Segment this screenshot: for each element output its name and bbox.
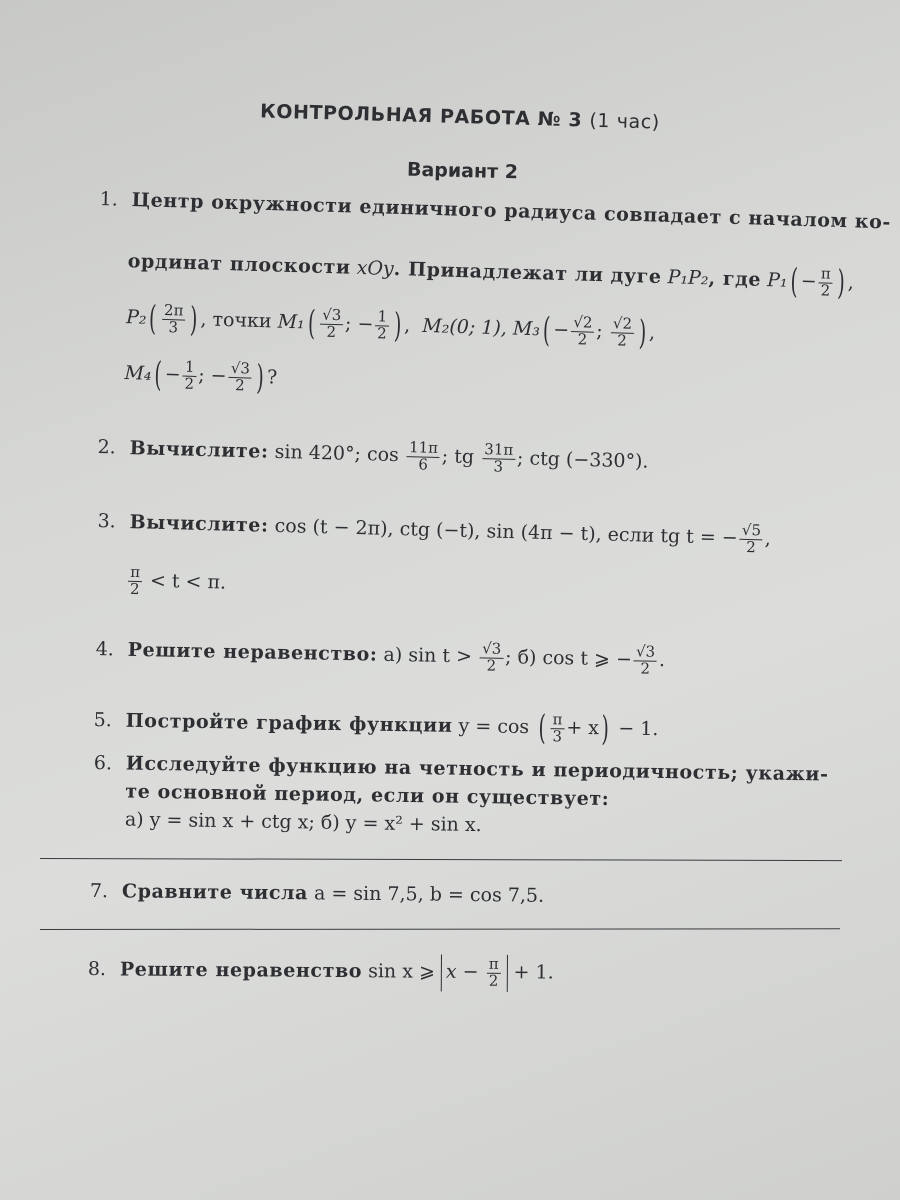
point-p1: P₁ <box>766 269 788 292</box>
tg-value-fraction: $\frac{√5}{2}$ <box>739 523 763 556</box>
function-end: − 1. <box>618 717 659 741</box>
tg-word: tg <box>453 445 475 469</box>
problem-7 <box>90 880 544 909</box>
problem-2: 2. Вычислите: sin 420°; cos $\frac{11\pi}{6}$ ; tg $\frac{31\pi}{3}$ ; ctg (−330°). <box>97 436 649 476</box>
point-m1: M₁ <box>277 310 306 334</box>
part-b: ; б) cos t ⩾ − <box>504 646 633 671</box>
ctg-value: ; ctg (−330°). <box>516 447 649 473</box>
m3-x-fraction: $\frac{√2}{2}$ <box>571 315 595 348</box>
title-text: КОНТРОЛЬНАЯ РАБОТА № 3 <box>259 100 583 132</box>
p2-fraction: $\frac{2\pi}{3}$ <box>161 303 185 336</box>
problem-number: 4. <box>95 638 115 661</box>
part-a: а) sin t > <box>383 643 473 668</box>
problem-number: 8. <box>87 958 107 981</box>
problem-3-expression: cos (t − 2π), ctg (−t), sin (4π − t), если tg t = − <box>274 514 739 550</box>
problem-number: 7. <box>89 880 109 903</box>
m1-x-fraction: $\frac{√3}{2}$ <box>319 308 343 341</box>
sin-value: sin 420°; <box>274 440 362 466</box>
function-expression: y = cos <box>458 714 530 739</box>
plane-name: xOy <box>356 256 395 280</box>
cos-word: cos <box>366 443 400 467</box>
title-duration: (1 час) <box>589 109 661 134</box>
part-b-fraction: $\frac{√3}{2}$ <box>634 644 658 677</box>
range-rest: < t < π. <box>149 569 227 594</box>
problem-number: 3. <box>97 510 117 533</box>
problem-7-expression: a = sin 7,5, b = cos 7,5. <box>313 882 545 907</box>
problem-1-line1: Центр окружности единичного радиуса совпадает с началом ко- <box>131 188 892 234</box>
argument-rest: + x <box>566 716 600 740</box>
part-a-fraction: $\frac{√3}{2}$ <box>480 641 504 674</box>
m1-y-fraction: $\frac{1}{2}$ <box>376 307 388 343</box>
divider-line <box>40 928 840 930</box>
problem-8-label: Решите неравенство <box>119 958 363 983</box>
problem-8-end: + 1. <box>513 961 554 984</box>
problem-4-label: Решите неравенство: <box>127 638 378 666</box>
problem-8-expression: sin x ⩾ <box>368 960 435 983</box>
point-m3: M₃ <box>512 317 541 341</box>
problem-number: 5. <box>93 709 112 732</box>
points-word: , точки <box>200 308 272 333</box>
variant-heading: Вариант 2 <box>406 158 519 184</box>
problem-number: 2. <box>97 436 117 459</box>
where-word: , где <box>708 267 762 291</box>
problem-7-label: Сравните числа <box>121 880 309 905</box>
problem-4: 4. Решите неравенство: а) sin t > $\frac{√3}{2}$ ; б) cos t ⩾ − $\frac{√3}{2}$ . <box>95 638 666 678</box>
point-m2: M₂(0; 1), <box>422 314 508 340</box>
p1-fraction: $\frac{\pi}{2}$ <box>820 264 832 300</box>
problem-5: 5. Постройте график функции y = cos ( $\frac{\pi}{3}$ + x) − 1. <box>93 707 659 750</box>
problem-3-label: Вычислите: <box>129 511 269 537</box>
m4-x-fraction: $\frac{1}{2}$ <box>184 357 195 393</box>
absolute-value: x − $\frac{\pi}{2}$ <box>441 954 508 991</box>
problem-6-line1: Исследуйте функцию на четность и периодичность; укажи- <box>125 752 829 786</box>
problem-2-label: Вычислите: <box>129 437 269 463</box>
divider-line <box>40 858 842 861</box>
point-p2: P₂ <box>125 306 147 329</box>
range-fraction: $\frac{\pi}{2}$ <box>129 562 141 598</box>
problem-6-line3: а) y = sin x + ctg x; б) y = x² + sin x. <box>124 808 482 837</box>
problem-1-line2-rest: . Принадлежат ли дуге <box>393 258 662 288</box>
problem-8 <box>88 952 554 992</box>
cos-fraction: $\frac{11\pi}{6}$ <box>406 440 440 473</box>
worksheet-page: КОНТРОЛЬНАЯ РАБОТА № 3 (1 час) Вариант 2 1. Центр окружности единичного радиуса совпадает с началом ко- ординат плоскости xOy. Принадлежат ли дуге P₁P₂, где P₁( − $\frac{\pi}{2}$ ) , P₂( $\frac{2\pi}{3}$ ) , точки M₁( $\frac{√3}{2}$ ; − $\frac{1}{2}$ ) , M₂(0; 1), M₃( − $\frac{√2}{2}$ ; $\frac{√2}{2}$ ) , M₄( − $\frac{1}{2}$ ; − $\frac{√3}{2}$ ) ? 2. Вычислите: sin 420°; cos $\frac{11\pi}{6}$ ; tg $\frac{31\pi}{3}$ ; ctg (−330°). 3. Вычислите: cos (t − 2π), ctg (−t), sin (4π − t), если tg t = − $\frac{√5}{2}$ , $\frac{\pi}{2}$ < t < π. 4. Решите неравенство: а) sin t > $\frac{√3}{2}$ ; б) cos t ⩾ − $\frac{√3}{2}$ . 5. Постройте график функции y = cos ( $\frac{\pi}{3}$ + x) − 1. 6. Исследуйте функцию на четность и периодичность; укажи- те основной период, если он существует: а) y = sin x + ctg x; б) y = x² + sin x. 7. Сравните числа a = sin 7,5, b = cos 7,5. 8. Решите неравенство sin x ⩾ x − $\frac{\pi}{2}$ + 1. <box>0 0 900 1200</box>
problem-number: 1. <box>99 188 119 211</box>
tg-fraction: $\frac{31\pi}{3}$ <box>482 442 516 475</box>
problem-6-line2: те основной период, если он существует: <box>125 780 610 811</box>
problem-number: 6. <box>93 752 113 775</box>
problem-5-label: Постройте график функции <box>125 709 453 737</box>
m4-y-fraction: $\frac{√3}{2}$ <box>228 361 252 394</box>
point-m4: M₄ <box>124 362 152 385</box>
arc-name: P₁P₂ <box>667 266 709 290</box>
argument-fraction: $\frac{\pi}{3}$ <box>552 710 563 746</box>
m3-y-fraction: $\frac{√2}{2}$ <box>610 316 634 349</box>
page-title <box>0 93 900 141</box>
problem-1-line2: ординат плоскости <box>127 250 351 279</box>
question-mark: ? <box>266 366 278 389</box>
